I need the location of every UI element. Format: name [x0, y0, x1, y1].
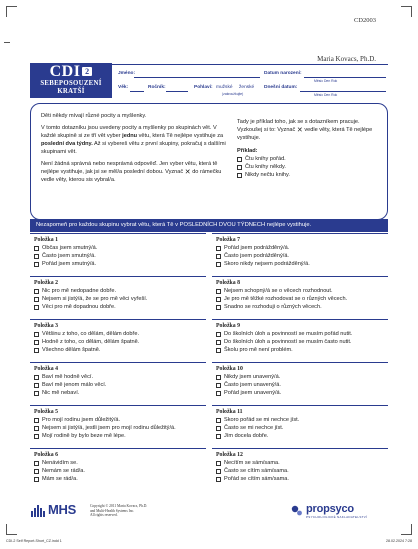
- checkbox[interactable]: [216, 477, 221, 482]
- item-option-label: Baví mě jenom málo věcí.: [42, 381, 107, 388]
- checkbox[interactable]: [34, 461, 39, 466]
- example-option-label: Čtu knihy někdy.: [245, 164, 286, 170]
- form-code: CD2003: [353, 17, 376, 24]
- checkbox[interactable]: [34, 289, 39, 294]
- item-option[interactable]: [216, 245, 388, 253]
- intro-paragraph-3: [41, 160, 226, 184]
- grade-field[interactable]: [166, 91, 188, 92]
- copyright-line: Copyright © 2011 Maria Kovacs, Ph.D.: [90, 504, 148, 508]
- checkbox[interactable]: [216, 305, 221, 310]
- checkbox[interactable]: [216, 332, 221, 337]
- x-mark-icon: ✕: [184, 169, 191, 176]
- item-option-label: Pořád jsem smutný/á.: [42, 260, 97, 267]
- cdi-logo: [30, 63, 112, 98]
- checkbox[interactable]: [216, 297, 221, 302]
- item-option-label: Nejsem si jistý/á, jestli jsem pro mojí rodinu důležitý/á.: [42, 424, 176, 431]
- checkbox[interactable]: [34, 297, 39, 302]
- gender-female-option[interactable]: ženské: [239, 85, 255, 90]
- fold-mark: [4, 42, 10, 43]
- item-option[interactable]: [216, 468, 388, 476]
- example-option[interactable]: [237, 171, 377, 179]
- item-option[interactable]: [216, 296, 388, 304]
- item-option[interactable]: [216, 288, 388, 296]
- item-option-label: Pořád jsem podrážděný/á.: [224, 245, 290, 251]
- item-title: Položka 6: [34, 452, 58, 458]
- crop-mark: [401, 6, 412, 17]
- item-option-label: Všechno dělám špatně.: [42, 346, 101, 353]
- item-option-label: Školu pro mě není problém.: [224, 346, 293, 353]
- copyright: [90, 504, 210, 518]
- item-option[interactable]: [216, 425, 388, 433]
- checkbox[interactable]: [216, 418, 221, 423]
- example-text: vedle věty, která Tě nejlépe vystihuje.: [237, 127, 373, 141]
- example-instructions: [237, 118, 377, 142]
- item-option-label: Je pro mě těžké rozhodovat se o různých věcech.: [224, 295, 348, 302]
- checkbox[interactable]: [216, 254, 221, 259]
- item-option[interactable]: [34, 296, 206, 304]
- item-option-label: Snadno se rozhoduji o různých věcech.: [224, 303, 322, 310]
- item-option-label: Většinu z toho, co dělám, dělám dobře.: [42, 331, 140, 337]
- checkbox[interactable]: [34, 469, 39, 474]
- checkbox[interactable]: [216, 246, 221, 251]
- item-option-label: Jím docela dobře.: [224, 432, 269, 439]
- intro-paragraph-2: [41, 124, 226, 156]
- example-text: Tady je příklad toho, jak se s dotazníkem pracuje. Vyzkoušej si to: Vyznač: [237, 119, 360, 133]
- birthdate-label: Datum narození:: [264, 71, 302, 76]
- item-title: Položka 1: [34, 237, 58, 243]
- item-group: [30, 319, 206, 361]
- item-option[interactable]: [216, 339, 388, 347]
- today-label: Dnešní datum:: [264, 85, 298, 90]
- checkbox[interactable]: [34, 340, 39, 345]
- crop-mark: [6, 524, 17, 535]
- item-group: [212, 319, 388, 361]
- crop-mark: [401, 524, 412, 535]
- checkbox[interactable]: [216, 469, 221, 474]
- item-title: Položka 9: [216, 323, 240, 329]
- item-option-label: Necítím se sám/sama.: [224, 460, 280, 466]
- intro-text: Až si vybereš větu z první skupiny, pokračuj s dalšími skupinami vět.: [41, 141, 226, 155]
- intro-text: do rámečku vedle věty, kterou sis vybral/a.: [41, 169, 222, 183]
- item-option-label: Skoro nikdy nejsem podrážděný/á.: [224, 260, 310, 267]
- example-section: [237, 118, 377, 179]
- example-option-label: Čtu knihy pořád.: [245, 156, 286, 162]
- checkbox[interactable]: [216, 375, 221, 380]
- item-option-label: Nejsem schopný/á se o věcech rozhodnout.: [224, 288, 333, 294]
- intro-emphasis: jednu: [122, 133, 138, 139]
- checkbox[interactable]: [216, 434, 221, 439]
- gender-label: Pohlaví:: [194, 85, 213, 90]
- footer: [30, 497, 386, 521]
- birthdate-field[interactable]: [304, 77, 386, 78]
- checkbox[interactable]: [216, 391, 221, 396]
- item-group: [212, 362, 388, 404]
- age-field[interactable]: [130, 91, 144, 92]
- age-label: Věk:: [118, 85, 129, 90]
- checkbox[interactable]: [34, 391, 39, 396]
- checkbox[interactable]: [216, 426, 221, 431]
- item-option[interactable]: [34, 476, 206, 484]
- item-option-label: Často jsem smutný/á.: [42, 252, 96, 259]
- gender-male-option[interactable]: mužské: [216, 85, 233, 90]
- item-option[interactable]: [216, 433, 388, 441]
- item-title: Položka 8: [216, 280, 240, 286]
- intro-text: větu, která Tě nejlépe vystihuje za: [137, 133, 224, 139]
- checkbox[interactable]: [34, 246, 39, 251]
- item-title: Položka 11: [216, 409, 243, 415]
- copyright-line: All rights reserved.: [90, 513, 118, 517]
- checkbox[interactable]: [216, 340, 221, 345]
- checkbox[interactable]: [216, 289, 221, 294]
- intro-panel: [30, 103, 388, 220]
- item-option-label: Do školních úloh a povinností se musím pořád nutit.: [224, 331, 353, 337]
- birthdate-hint: Měsíc Den Rok: [314, 79, 338, 83]
- item-option-label: Mám se rád/a.: [42, 475, 78, 482]
- items-grid: [30, 233, 388, 493]
- cdi-edition: 2: [82, 67, 92, 76]
- checkbox[interactable]: [216, 461, 221, 466]
- mhs-wordmark: MHS: [48, 502, 76, 517]
- today-field[interactable]: [300, 91, 386, 92]
- item-title: Položka 5: [34, 409, 58, 415]
- checkbox[interactable]: [216, 383, 221, 388]
- print-timestamp: 28.02.2024 7:28: [386, 539, 412, 543]
- item-option[interactable]: [216, 347, 388, 355]
- item-option[interactable]: [216, 374, 388, 382]
- item-option-label: Pořád se cítím sám/sama.: [224, 475, 289, 482]
- intro-text: Není žádná správná nebo nesprávná odpověď. Jen vyber větu, která tě nejlépe vystihuje, jak jsi se měl/a poslední dobou. Vyznač: [41, 161, 218, 175]
- item-option[interactable]: [216, 382, 388, 390]
- intro-paragraph-1: Děti někdy mívají různé pocity a myšlenky.: [41, 113, 147, 119]
- item-option[interactable]: [34, 253, 206, 261]
- today-hint: Měsíc Den Rok: [314, 93, 338, 97]
- grade-label: Ročník:: [148, 85, 166, 90]
- checkbox[interactable]: [34, 254, 39, 259]
- respondent-fields: [118, 68, 388, 100]
- item-option[interactable]: [34, 425, 206, 433]
- copyright-line: and Multi-Health Systems Inc.: [90, 508, 135, 513]
- item-group: [30, 448, 206, 490]
- item-group: [30, 405, 206, 447]
- item-option-label: Často jsem podrážděný/á.: [224, 252, 289, 259]
- item-option-label: Do školních úloh a povinností se musím často nutit.: [224, 338, 352, 345]
- item-option[interactable]: [34, 468, 206, 476]
- item-option[interactable]: [216, 261, 388, 269]
- item-option-label: Nenávidím se.: [42, 460, 78, 466]
- example-option[interactable]: [237, 155, 377, 163]
- mhs-mark-icon: [30, 502, 46, 518]
- item-option-label: Nic mě nebaví.: [42, 389, 80, 396]
- example-option-label: Nikdy nečtu knihy.: [245, 172, 290, 178]
- item-option-label: Nejsem si jistý/á, že se pro mě věci vyřeší.: [42, 295, 148, 302]
- crop-mark: [6, 6, 17, 17]
- item-option[interactable]: [34, 304, 206, 312]
- item-option-label: Často se mi nechce jíst.: [224, 424, 284, 431]
- print-file-name: CDI-2 Self Report-Short_CZ.indd 1: [6, 539, 62, 543]
- item-option[interactable]: [216, 304, 388, 312]
- item-option[interactable]: [216, 417, 388, 425]
- checkbox[interactable]: [34, 332, 39, 337]
- item-option-label: Často jsem unavený/á.: [224, 381, 281, 388]
- item-option[interactable]: [34, 390, 206, 398]
- checkbox[interactable]: [237, 173, 242, 178]
- item-option[interactable]: [34, 382, 206, 390]
- intro-instructions: [41, 112, 226, 188]
- propsyco-mark-icon: [290, 504, 304, 518]
- item-option[interactable]: [34, 339, 206, 347]
- item-option[interactable]: [216, 460, 388, 468]
- item-option-label: Mojí rodině by bylo beze mě lépe.: [42, 432, 126, 439]
- instruction-bar: Nezapomeň pro každou skupinu vybrat větu, která Tě v POSLEDNÍCH DVOU TÝDNECH nejlépe vystihuje.: [30, 219, 388, 232]
- checkbox[interactable]: [34, 383, 39, 388]
- cdi-logo-brand: [30, 64, 112, 80]
- item-option-label: Skoro pořád se mi nechce jíst.: [224, 417, 300, 423]
- item-group: [212, 276, 388, 318]
- item-title: Položka 2: [34, 280, 58, 286]
- author: Maria Kovacs, Ph.D.: [317, 55, 376, 63]
- item-option[interactable]: [34, 433, 206, 441]
- item-option[interactable]: [34, 261, 206, 269]
- item-option-label: Pro mojí rodinu jsem důležitý/á.: [42, 417, 121, 423]
- item-group: [212, 405, 388, 447]
- item-option[interactable]: [216, 331, 388, 339]
- checkbox[interactable]: [34, 262, 39, 267]
- checkbox[interactable]: [34, 477, 39, 482]
- item-option-label: Často se cítím sám/sama.: [224, 467, 289, 474]
- item-title: Položka 3: [34, 323, 58, 329]
- checkbox[interactable]: [34, 418, 39, 423]
- item-group: [30, 276, 206, 318]
- checkbox[interactable]: [34, 426, 39, 431]
- item-option-label: Nikdy jsem unavený/á.: [224, 374, 281, 380]
- name-field[interactable]: [134, 77, 260, 78]
- name-label: Jméno:: [118, 71, 136, 76]
- propsyco-logo: [290, 503, 386, 521]
- propsyco-tagline: PSYCHOLOGICKÉ NAKLADATELSTVÍ: [306, 515, 368, 519]
- item-option-label: Věci pro mě dopadnou dobře.: [42, 303, 116, 310]
- checkbox[interactable]: [34, 434, 39, 439]
- intro-emphasis: poslední dva týdny.: [41, 141, 93, 147]
- gender-hint: (zakroužkujte): [222, 92, 244, 96]
- intro-text: V tomto dotazníku jsou uvedeny pocity a myšlenky po skupinách vět. V každé skupině si ze tří vět vyber: [41, 125, 217, 139]
- propsyco-wordmark: propsyco: [306, 503, 354, 515]
- item-option-label: Občas jsem smutný/á.: [42, 245, 98, 251]
- item-title: Položka 4: [34, 366, 58, 372]
- item-option[interactable]: [34, 460, 206, 468]
- checkbox[interactable]: [34, 305, 39, 310]
- item-title: Položka 10: [216, 366, 243, 372]
- item-option[interactable]: [216, 390, 388, 398]
- item-option-label: Baví mě hodně věcí.: [42, 374, 93, 380]
- item-option[interactable]: [34, 331, 206, 339]
- x-mark-icon: ✕: [296, 127, 303, 134]
- item-option[interactable]: [34, 347, 206, 355]
- item-group: [212, 233, 388, 275]
- item-option[interactable]: [216, 253, 388, 261]
- item-group: [30, 362, 206, 404]
- item-option-label: Hodně z toho, co dělám, dělám špatně.: [42, 338, 140, 345]
- checkbox[interactable]: [237, 157, 242, 162]
- item-option[interactable]: [216, 476, 388, 484]
- checkbox[interactable]: [216, 262, 221, 267]
- example-title: Příklad:: [237, 148, 258, 154]
- item-option[interactable]: [34, 245, 206, 253]
- checkbox[interactable]: [34, 348, 39, 353]
- item-option[interactable]: [34, 417, 206, 425]
- example-option[interactable]: [237, 163, 377, 171]
- item-option-label: Nemám se rád/a.: [42, 467, 85, 474]
- cdi-brand-text: CDI: [49, 63, 81, 80]
- item-group: [30, 233, 206, 275]
- item-option-label: Nic pro mě nedopadne dobře.: [42, 288, 117, 294]
- item-option[interactable]: [34, 288, 206, 296]
- item-group: [212, 448, 388, 490]
- cdi-logo-line2: KRATŠÍ: [57, 88, 85, 95]
- cdi-logo-line1: SEBEPOSOUZENÍ: [40, 80, 102, 87]
- checkbox[interactable]: [216, 348, 221, 353]
- checkbox[interactable]: [237, 165, 242, 170]
- mhs-logo: [30, 501, 86, 519]
- item-option[interactable]: [34, 374, 206, 382]
- item-title: Položka 12: [216, 452, 243, 458]
- item-title: Položka 7: [216, 237, 240, 243]
- checkbox[interactable]: [34, 375, 39, 380]
- item-option-label: Pořád jsem unavený/á.: [224, 389, 282, 396]
